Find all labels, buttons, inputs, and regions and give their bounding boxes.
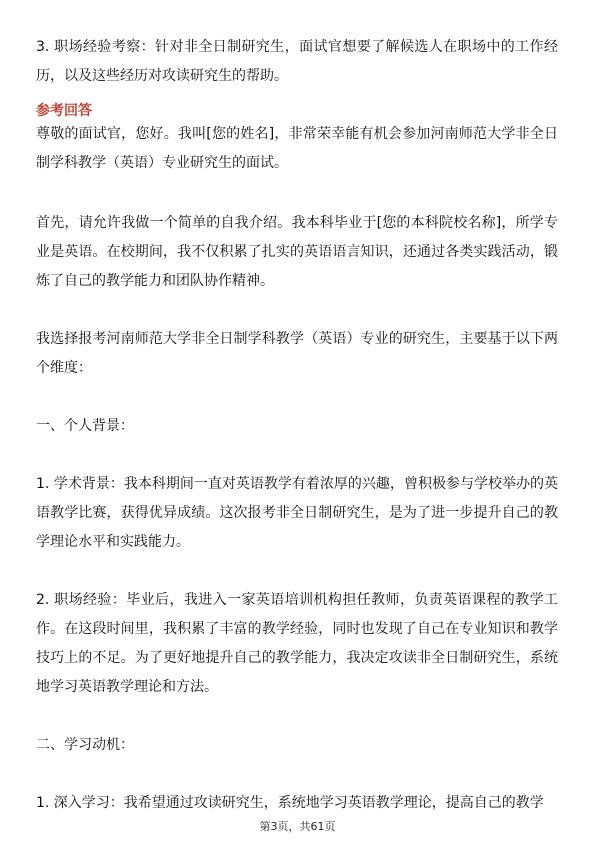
question-3: 3. 职场经验考察：针对非全日制研究生，面试官想要了解候选人在职场中的工作经历，以及这些经历对攻读研究生的帮助。: [36, 39, 558, 84]
paragraph-deep-study: 1. 深入学习：我希望通过攻读研究生，系统地学习英语教学理论，提高自己的教学: [36, 795, 544, 811]
section-heading-study-motivation: 二、学习动机：: [36, 737, 134, 753]
paragraph-reason: 我选择报考河南师范大学非全日制学科教学（英语）专业的研究生，主要基于以下两个维度：: [36, 331, 558, 376]
paragraph-greeting: 尊敬的面试官，您好。我叫[您的姓名]，非常荣幸能有机会参加河南师范大学非全日制学科教学（英语）专业研究生的面试。: [36, 126, 558, 171]
paragraph-academic-background: 1. 学术背景：我本科期间一直对英语教学有着浓厚的兴趣，曾积极参与学校举办的英语教学比赛，获得优异成绩。这次报考非全日制研究生，是为了进一步提升自己的教学理论水平和实践能力。: [36, 476, 558, 550]
paragraph-work-experience: 2. 职场经验：毕业后，我进入一家英语培训机构担任教师，负责英语课程的教学工作。在这段时间里，我积累了丰富的教学经验，同时也发现了自己在专业知识和教学技巧上的不足。为了更好地提升自己的教学能力，我决定攻读非全日制研究生，系统地学习英语教学理论和方法。: [36, 592, 558, 695]
page-number: 第3页，共61页: [259, 820, 336, 833]
reference-answer-heading: 参考回答: [36, 103, 92, 119]
section-heading-personal-background: 一、个人背景：: [36, 418, 134, 434]
paragraph-self-intro: 首先，请允许我做一个简单的自我介绍。我本科毕业于[您的本科院校名称]，所学专业是英语。在校期间，我不仅积累了扎实的英语语言知识，还通过各类实践活动，锻炼了自己的教学能力和团队协作精神。: [36, 215, 558, 289]
